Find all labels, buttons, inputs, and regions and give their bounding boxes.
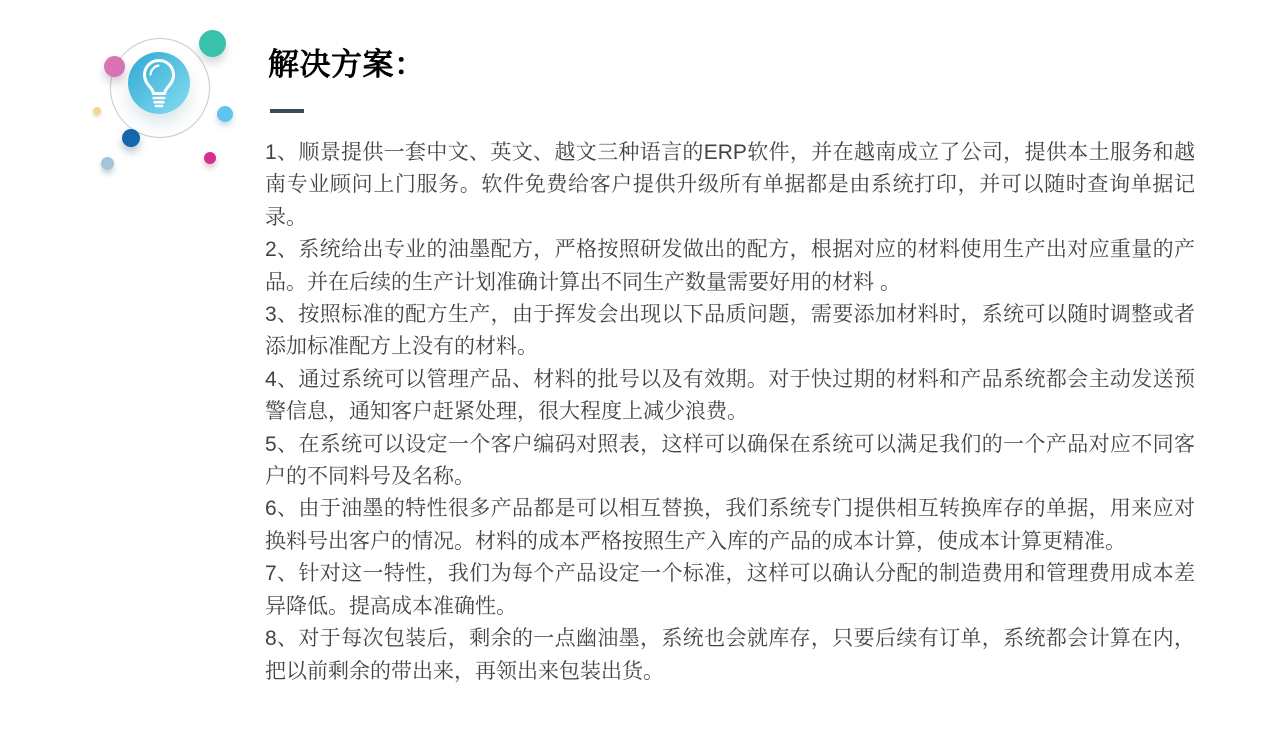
lightbulb-glyph (139, 57, 179, 109)
magenta-dot-icon (204, 152, 216, 164)
solution-item-8: 8、对于每次包装后，剩余的一点幽油墨，系统也会就库存，只要后续有订单，系统都会计算在内，把以前剩余的带出来，再领出来包装出货。 (265, 627, 1195, 683)
lightbulb-illustration (85, 25, 255, 203)
yellow-dot-icon (93, 107, 101, 115)
grayblue-dot-icon (101, 157, 114, 170)
sky-dot-icon (217, 106, 233, 122)
teal-dot-icon (199, 30, 226, 57)
solution-item-1: 1、顺景提供一套中文、英文、越文三种语言的ERP软件，并在越南成立了公司，提供本土服务和越南专业顾问上门服务。软件免费给客户提供升级所有单据都是由系统打印，并可以随时查询单据记录。 (265, 141, 1195, 229)
solution-item-3: 3、按照标准的配方生产，由于挥发会出现以下品质问题，需要添加材料时，系统可以随时调整或者添加标准配方上没有的材料。 (265, 303, 1195, 359)
solution-item-7: 7、针对这一特性，我们为每个产品设定一个标准，这样可以确认分配的制造费用和管理费用成本差异降低。提高成本准确性。 (265, 562, 1195, 618)
solution-list (265, 137, 1195, 688)
pink-dot-icon (104, 56, 125, 77)
page-title: 解决方案： (268, 47, 426, 82)
solution-item-6: 6、由于油墨的特性很多产品都是可以相互替换，我们系统专门提供相互转换库存的单据，用来应对换料号出客户的情况。材料的成本严格按照生产入库的产品的成本计算，使成本计算更精准。 (265, 497, 1195, 553)
solution-item-5: 5、在系统可以设定一个客户编码对照表，这样可以确保在系统可以满足我们的一个产品对应不同客户的不同料号及名称。 (265, 432, 1195, 489)
title-underline (270, 109, 304, 113)
blue-dot-icon (122, 129, 140, 147)
solution-item-2: 2、系统给出专业的油墨配方，严格按照研发做出的配方，根据对应的材料使用生产出对应重量的产品。并在后续的生产计划准确计算出不同生产数量需要好用的材料 。 (265, 238, 1195, 294)
solution-item-4: 4、通过系统可以管理产品、材料的批号以及有效期。对于快过期的材料和产品系统都会主动发送预警信息，通知客户赶紧处理，很大程度上减少浪费。 (265, 367, 1195, 424)
lightbulb-icon (128, 52, 190, 114)
